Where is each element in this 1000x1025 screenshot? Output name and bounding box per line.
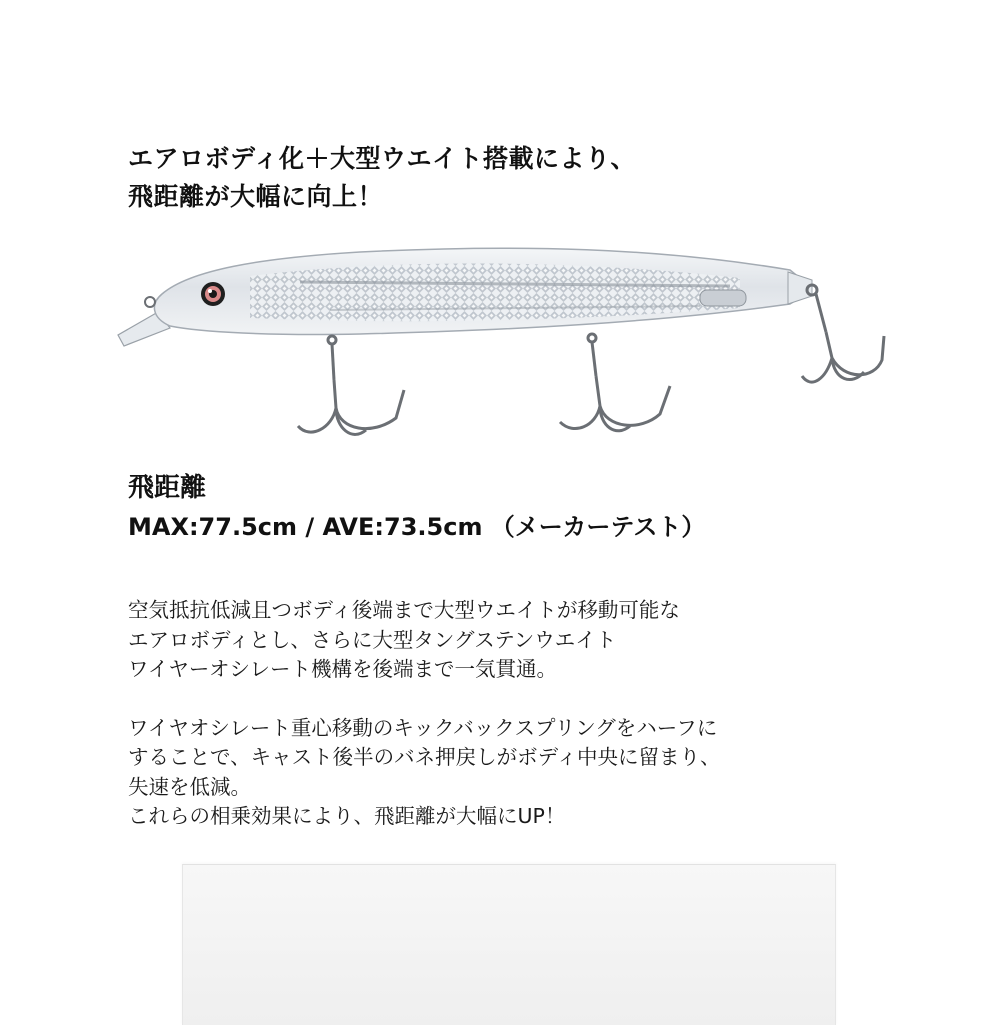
headline-line-1: エアロボディ化＋大型ウエイト搭載により、 [128,144,637,173]
headline [128,140,888,216]
description-line: 空気抵抗低減且つボディ後端まで大型ウエイトが移動可能な [128,598,680,622]
product-image [100,230,900,460]
headline-line-2: 飛距離が大幅に向上！ [128,182,384,211]
description-line: エアロボディとし、さらに大型タングステンウエイト [128,627,617,652]
description-line: ワイヤーオシレート機構を後端まで一気貫通。 [128,657,557,681]
description [128,596,888,832]
rear-hook [802,285,884,382]
description-line: することで、キャスト後半のバネ押戻しがボディ中央に留まり、 [128,745,721,769]
description-line: ワイヤオシレート重心移動のキックバックスプリングをハーフに [128,715,718,740]
description-line: これらの相乗効果により、飛距離が大幅にUP！ [128,804,566,828]
section-title: 飛距離 [128,473,207,503]
fishing-lure-icon [100,230,900,460]
packaging-box [182,864,836,1025]
description-paragraph [128,596,888,685]
distance-spec: MAX:77.5cm / AVE:73.5cm （メーカーテスト） [128,513,706,541]
front-hook [298,336,404,434]
description-paragraph [128,714,888,832]
middle-hook [560,334,670,431]
description-line: 失速を低減。 [128,774,251,799]
